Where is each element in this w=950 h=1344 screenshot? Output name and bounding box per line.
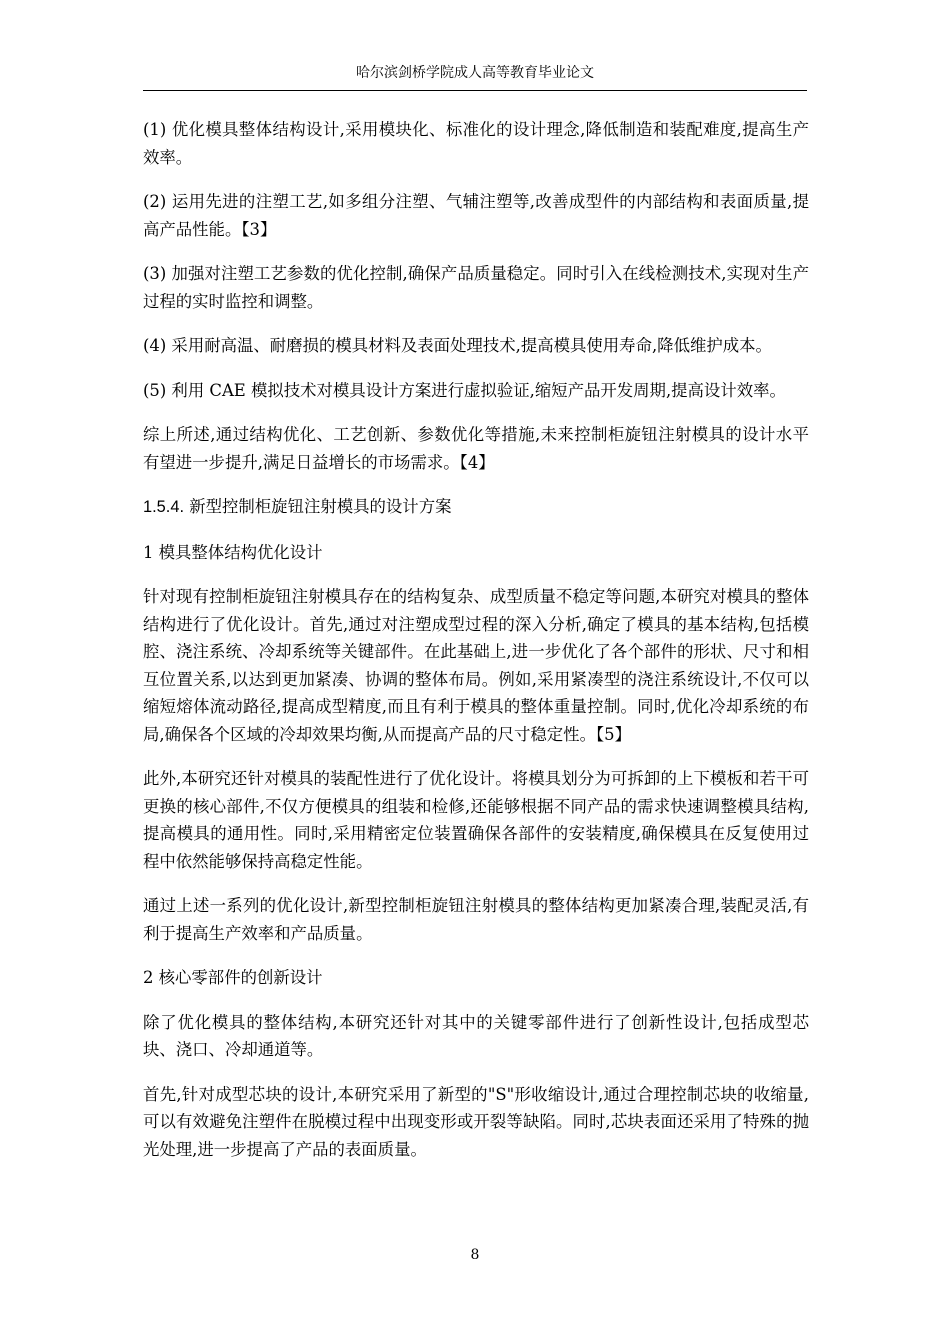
paragraph-item-4: (4) 采用耐高温、耐磨损的模具材料及表面处理技术,提高模具使用寿命,降低维护成本。 — [143, 336, 772, 355]
paragraph-item-5: (5) 利用 CAE 模拟技术对模具设计方案进行虚拟验证,缩短产品开发周期,提高设计效率。 — [143, 380, 786, 400]
paragraph-item-2: (2) 运用先进的注塑工艺,如多组分注塑、气辅注塑等,改善成型件的内部结构和表面质量,提高产品性能。【3】 — [143, 192, 809, 239]
subsection-heading-1: 1 模具整体结构优化设计 — [143, 542, 323, 562]
paragraph-structure-design: 针对现有控制柜旋钮注射模具存在的结构复杂、成型质量不稳定等问题,本研究对模具的整体结构进行了优化设计。首先,通过对注塑成型过程的深入分析,确定了模具的基本结构,包括模腔、浇注系统、冷却系统等关键部件。在此基础上,进一步优化了各个部件的形状、尺寸和相互位置关系,以达到更加紧凑、协调的整体布局。例如,采用紧凑型的浇注系统设计,不仅可以缩短熔体流动路径,提高成型精度,而且有利于模具的整体重量控制。同时,优化冷却系统的布局,确保各个区域的冷却效果均衡,从而提高产品的尺寸稳定性。【5】 — [143, 587, 809, 744]
section-heading — [143, 493, 809, 522]
section-title: 新型控制柜旋钮注射模具的设计方案 — [184, 497, 452, 516]
subsection-heading-2: 2 核心零部件的创新设计 — [143, 968, 323, 987]
paragraph-assembly-design: 此外,本研究还针对模具的装配性进行了优化设计。将模具划分为可拆卸的上下模板和若干可更换的核心部件,不仅方便模具的组装和检修,还能够根据不同产品的需求快速调整模具结构,提高模具的通用性。同时,采用精密定位装置确保各部件的安装精度,确保模具在反复使用过程中依然能够保持高稳定性能。 — [143, 769, 809, 871]
paragraph-summary: 综上所述,通过结构优化、工艺创新、参数优化等措施,未来控制柜旋钮注射模具的设计水平有望进一步提升,满足日益增长的市场需求。【4】 — [143, 425, 809, 472]
page-number: 8 — [470, 1247, 480, 1263]
page-header — [143, 62, 807, 91]
document-body — [143, 116, 809, 1180]
paragraph-core-insert: 首先,针对成型芯块的设计,本研究采用了新型的"S"形收缩设计,通过合理控制芯块的收缩量,可以有效避免注塑件在脱模过程中出现变形或开裂等缺陷。同时,芯块表面还采用了特殊的抛光处理,进一步提高了产品的表面质量。 — [143, 1084, 809, 1159]
paragraph-core-parts: 除了优化模具的整体结构,本研究还针对其中的关键零部件进行了创新性设计,包括成型芯块、浇口、冷却通道等。 — [143, 1012, 809, 1059]
section-number: 1.5.4. — [143, 498, 185, 516]
header-title: 哈尔滨剑桥学院成人高等教育毕业论文 — [356, 65, 594, 81]
paragraph-item-3: (3) 加强对注塑工艺参数的优化控制,确保产品质量稳定。同时引入在线检测技术,实现对生产过程的实时监控和调整。 — [143, 264, 809, 311]
paragraph-item-1: (1) 优化模具整体结构设计,采用模块化、标准化的设计理念,降低制造和装配难度,提高生产效率。 — [143, 120, 809, 167]
paragraph-structure-conclusion: 通过上述一系列的优化设计,新型控制柜旋钮注射模具的整体结构更加紧凑合理,装配灵活,有利于提高生产效率和产品质量。 — [143, 896, 809, 943]
